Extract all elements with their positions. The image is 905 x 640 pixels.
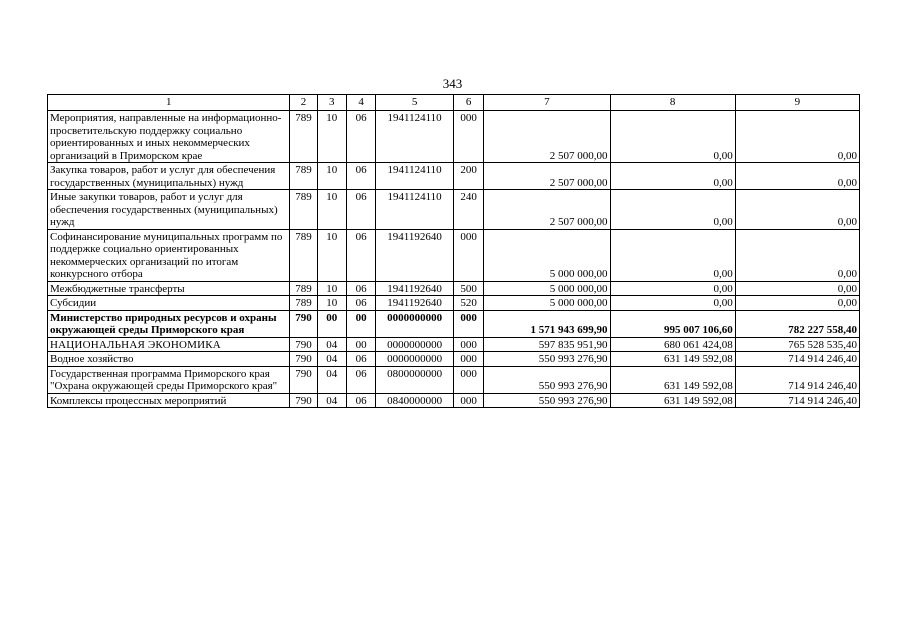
row-amount-col7: 2 507 000,00 — [484, 190, 610, 230]
row-expense-type-cell: 000 — [453, 310, 483, 337]
row-expense-type-cell: 000 — [453, 111, 483, 163]
row-section-cell: 00 — [317, 310, 346, 337]
row-subsection-cell: 06 — [346, 190, 375, 230]
row-expense-type-cell: 000 — [453, 352, 483, 367]
row-section-cell: 04 — [317, 366, 346, 393]
row-amount-col8: 0,00 — [610, 229, 735, 281]
row-subsection-cell: 06 — [346, 366, 375, 393]
row-code-cell: 789 — [290, 296, 317, 311]
row-name-cell: Комплексы процессных мероприятий — [48, 393, 290, 408]
table-row — [48, 190, 860, 230]
row-target-article-cell: 1941192640 — [376, 296, 454, 311]
row-target-article-cell: 0000000000 — [376, 310, 454, 337]
row-code-cell: 789 — [290, 229, 317, 281]
row-code-cell: 790 — [290, 366, 317, 393]
row-section-cell: 10 — [317, 111, 346, 163]
row-subsection-cell: 06 — [346, 393, 375, 408]
row-amount-col8: 0,00 — [610, 190, 735, 230]
header-row — [48, 95, 860, 111]
row-code-cell: 789 — [290, 163, 317, 190]
row-code-cell: 790 — [290, 337, 317, 352]
row-target-article-cell: 1941124110 — [376, 163, 454, 190]
row-amount-col9: 0,00 — [735, 111, 859, 163]
row-section-cell: 10 — [317, 296, 346, 311]
row-amount-col7: 2 507 000,00 — [484, 111, 610, 163]
row-expense-type-cell: 200 — [453, 163, 483, 190]
row-name-cell: Водное хозяйство — [48, 352, 290, 367]
row-name-cell: Министерство природных ресурсов и охраны окружающей среды Приморского края — [48, 310, 290, 337]
row-section-cell: 10 — [317, 229, 346, 281]
row-name-cell: НАЦИОНАЛЬНАЯ ЭКОНОМИКА — [48, 337, 290, 352]
row-amount-col9: 0,00 — [735, 296, 859, 311]
header-cell: 6 — [453, 95, 483, 111]
row-target-article-cell: 0840000000 — [376, 393, 454, 408]
row-name-cell: Софинансирование муниципальных программ по поддержке социально ориентированных некоммерческих организаций по итогам конкурсного отбора — [48, 229, 290, 281]
row-amount-col9: 714 914 246,40 — [735, 366, 859, 393]
row-amount-col8: 631 149 592,08 — [610, 352, 735, 367]
row-amount-col7: 5 000 000,00 — [484, 296, 610, 311]
header-cell: 9 — [735, 95, 859, 111]
row-code-cell: 789 — [290, 281, 317, 296]
table-row — [48, 337, 860, 352]
row-target-article-cell: 0000000000 — [376, 337, 454, 352]
table-row — [48, 281, 860, 296]
row-target-article-cell: 1941124110 — [376, 190, 454, 230]
row-amount-col8: 631 149 592,08 — [610, 366, 735, 393]
row-expense-type-cell: 000 — [453, 229, 483, 281]
row-target-article-cell: 1941192640 — [376, 281, 454, 296]
row-subsection-cell: 06 — [346, 163, 375, 190]
row-subsection-cell: 06 — [346, 352, 375, 367]
row-code-cell: 789 — [290, 190, 317, 230]
header-cell: 3 — [317, 95, 346, 111]
row-amount-col8: 0,00 — [610, 111, 735, 163]
row-target-article-cell: 1941192640 — [376, 229, 454, 281]
row-name-cell: Иные закупки товаров, работ и услуг для обеспечения государственных (муниципальных) нужд — [48, 190, 290, 230]
row-amount-col7: 2 507 000,00 — [484, 163, 610, 190]
row-amount-col7: 5 000 000,00 — [484, 229, 610, 281]
row-expense-type-cell: 520 — [453, 296, 483, 311]
row-amount-col9: 765 528 535,40 — [735, 337, 859, 352]
row-amount-col9: 0,00 — [735, 163, 859, 190]
row-name-cell: Закупка товаров, работ и услуг для обеспечения государственных (муниципальных) нужд — [48, 163, 290, 190]
row-amount-col9: 782 227 558,40 — [735, 310, 859, 337]
row-name-cell: Мероприятия, направленные на информационно-просветительскую поддержку социально ориентированных и иных некоммерческих организаций в Приморском крае — [48, 111, 290, 163]
header-cell: 1 — [48, 95, 290, 111]
header-cell: 8 — [610, 95, 735, 111]
row-code-cell: 790 — [290, 352, 317, 367]
row-section-cell: 04 — [317, 352, 346, 367]
table-row — [48, 111, 860, 163]
row-amount-col7: 5 000 000,00 — [484, 281, 610, 296]
row-amount-col9: 0,00 — [735, 229, 859, 281]
header-cell: 4 — [346, 95, 375, 111]
row-subsection-cell: 00 — [346, 310, 375, 337]
row-amount-col8: 0,00 — [610, 281, 735, 296]
row-code-cell: 790 — [290, 310, 317, 337]
row-expense-type-cell: 000 — [453, 366, 483, 393]
row-amount-col8: 995 007 106,60 — [610, 310, 735, 337]
row-expense-type-cell: 500 — [453, 281, 483, 296]
row-section-cell: 10 — [317, 281, 346, 296]
row-section-cell: 04 — [317, 337, 346, 352]
row-amount-col8: 680 061 424,08 — [610, 337, 735, 352]
table-row — [48, 229, 860, 281]
row-amount-col7: 1 571 943 699,90 — [484, 310, 610, 337]
row-amount-col7: 550 993 276,90 — [484, 352, 610, 367]
row-amount-col8: 0,00 — [610, 163, 735, 190]
page-number: 343 — [442, 76, 463, 91]
row-subsection-cell: 06 — [346, 229, 375, 281]
row-subsection-cell: 00 — [346, 337, 375, 352]
row-amount-col7: 597 835 951,90 — [484, 337, 610, 352]
row-section-cell: 10 — [317, 190, 346, 230]
row-subsection-cell: 06 — [346, 281, 375, 296]
row-amount-col8: 631 149 592,08 — [610, 393, 735, 408]
row-target-article-cell: 0800000000 — [376, 366, 454, 393]
row-name-cell: Субсидии — [48, 296, 290, 311]
row-expense-type-cell: 000 — [453, 337, 483, 352]
row-subsection-cell: 06 — [346, 111, 375, 163]
row-code-cell: 789 — [290, 111, 317, 163]
row-section-cell: 04 — [317, 393, 346, 408]
header-cell: 7 — [484, 95, 610, 111]
row-expense-type-cell: 240 — [453, 190, 483, 230]
row-amount-col8: 0,00 — [610, 296, 735, 311]
row-section-cell: 10 — [317, 163, 346, 190]
table-row — [48, 393, 860, 408]
row-name-cell: Межбюджетные трансферты — [48, 281, 290, 296]
row-expense-type-cell: 000 — [453, 393, 483, 408]
header-cell: 5 — [376, 95, 454, 111]
row-target-article-cell: 0000000000 — [376, 352, 454, 367]
row-subsection-cell: 06 — [346, 296, 375, 311]
row-target-article-cell: 1941124110 — [376, 111, 454, 163]
row-amount-col9: 714 914 246,40 — [735, 393, 859, 408]
row-amount-col9: 0,00 — [735, 190, 859, 230]
table-body — [48, 95, 860, 408]
row-amount-col7: 550 993 276,90 — [484, 393, 610, 408]
row-name-cell: Государственная программа Приморского края "Охрана окружающей среды Приморского края" — [48, 366, 290, 393]
table-row — [48, 366, 860, 393]
table-row — [48, 163, 860, 190]
row-amount-col9: 0,00 — [735, 281, 859, 296]
row-amount-col9: 714 914 246,40 — [735, 352, 859, 367]
row-amount-col7: 550 993 276,90 — [484, 366, 610, 393]
row-code-cell: 790 — [290, 393, 317, 408]
budget-table — [47, 94, 860, 408]
table-row — [48, 310, 860, 337]
table-row — [48, 352, 860, 367]
header-cell: 2 — [290, 95, 317, 111]
table-row — [48, 296, 860, 311]
